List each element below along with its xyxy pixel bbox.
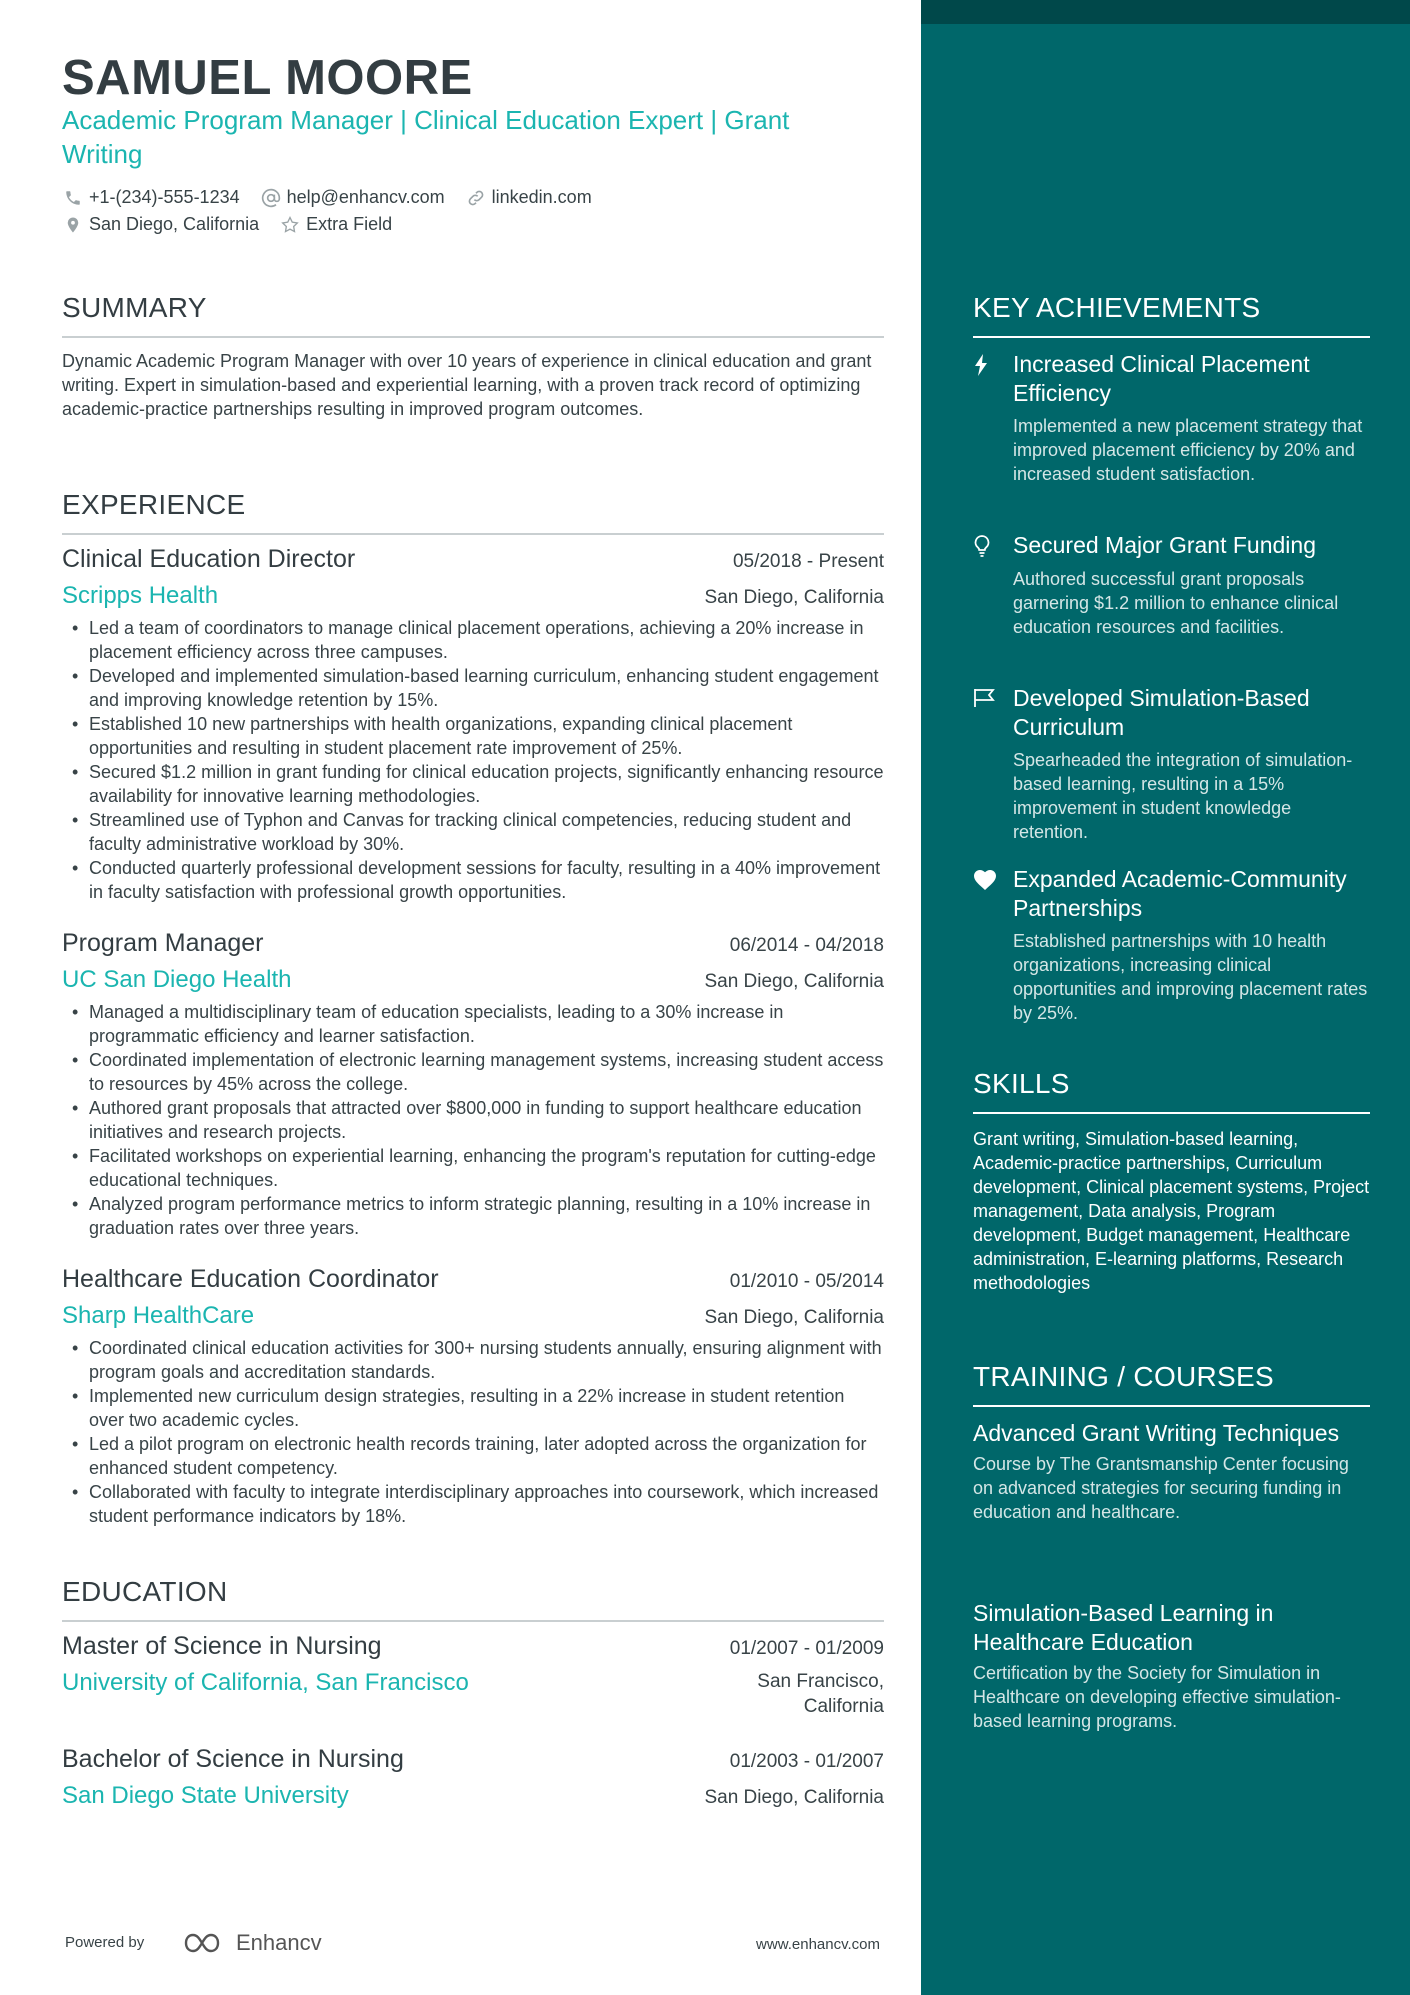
- job-date: 06/2014 - 04/2018: [729, 935, 884, 956]
- course-item: [973, 1599, 1370, 1733]
- enhancv-logo[interactable]: [182, 1930, 322, 1956]
- job-bullets: [62, 1336, 884, 1528]
- summary-text: Dynamic Academic Program Manager with over 10 years of experience in clinical education and grant writing. Expert in simulation-based and experiential learning, with a proven track record of optimizing academic-practice partnerships resulting in improved program outcomes.: [62, 351, 872, 419]
- degree: Master of Science in Nursing: [62, 1632, 382, 1660]
- phone-text: +1-(234)-555-1234: [89, 187, 240, 207]
- job-bullet: • Coordinated implementation of electronic learning management systems, increasing student access to resources by 45% across the college.: [62, 1048, 884, 1096]
- phone-contact[interactable]: [62, 187, 240, 209]
- star-icon: [279, 214, 301, 236]
- job-date: 05/2018 - Present: [732, 551, 884, 572]
- job-bullet: • Led a pilot program on electronic health records training, later adopted across the organization for enhanced student competency.: [62, 1432, 884, 1480]
- job-bullet: • Secured $1.2 million in grant funding for clinical education projects, significantly enhancing resource availability for innovative learning methodologies.: [62, 760, 884, 808]
- job-entry: [62, 1265, 884, 1528]
- extra-field: [279, 214, 392, 236]
- job-entry: [62, 929, 884, 1240]
- course-title: Advanced Grant Writing Techniques: [973, 1420, 1340, 1446]
- job-location: San Diego, California: [704, 587, 884, 608]
- at-icon: [260, 187, 282, 209]
- education-location-line: California: [803, 1696, 884, 1717]
- enhancv-logo-icon: [182, 1930, 230, 1956]
- course-title: Simulation-Based Learning in Healthcare Education: [973, 1600, 1274, 1655]
- achievement-desc: Authored successful grant proposals garnering $1.2 million to enhance clinical education resources and facilities.: [1013, 569, 1339, 637]
- contact-info: [62, 184, 884, 238]
- job-company[interactable]: Scripps Health: [62, 582, 219, 609]
- achievement-desc: Implemented a new placement strategy that improved placement efficiency by 20% and increased student satisfaction.: [1013, 416, 1363, 484]
- location-pin-icon: [62, 214, 84, 236]
- job-bullet: • Collaborated with faculty to integrate interdisciplinary approaches into coursework, which increased student performance indicators by 18%.: [62, 1480, 884, 1528]
- job-company[interactable]: UC San Diego Health: [62, 966, 292, 993]
- achievement-desc: Spearheaded the integration of simulation-based learning, resulting in a 15% improvement in student knowledge retention.: [1013, 750, 1353, 842]
- job-bullets: [62, 1000, 884, 1240]
- course-desc: Course by The Grantsmanship Center focusing on advanced strategies for securing funding in education and healthcare.: [973, 1454, 1349, 1522]
- job-bullet: • Facilitated workshops on experiential learning, enhancing the program's reputation for cutting-edge educational techniques.: [62, 1144, 884, 1192]
- achievement-item: [973, 865, 1370, 1025]
- link-icon: [465, 187, 487, 209]
- job-bullet: • Led a team of coordinators to manage clinical placement operations, achieving a 20% increase in placement efficiency across three campuses.: [62, 616, 884, 664]
- skills-text: Grant writing, Simulation-based learning, Academic-practice partnerships, Curriculum development, Clinical placement systems, Project management, Data analysis, Program development, Budget management, Healthcare administration, E-learning platforms, Research methodologies: [973, 1129, 1370, 1293]
- education-date: 01/2007 - 01/2009: [729, 1638, 884, 1659]
- flag-icon: [973, 684, 1013, 714]
- school[interactable]: San Diego State University: [62, 1782, 349, 1809]
- lightbulb-icon: [973, 531, 1013, 561]
- linkedin-text: linkedin.com: [491, 187, 592, 207]
- job-entry: [62, 545, 884, 904]
- job-location: San Diego, California: [704, 971, 884, 992]
- powered-by-label: Powered by: [65, 1934, 145, 1951]
- experience-heading: EXPERIENCE: [62, 489, 884, 535]
- footer: [62, 1930, 884, 1960]
- job-date: 01/2010 - 05/2014: [729, 1271, 884, 1292]
- education-date: 01/2003 - 01/2007: [729, 1751, 884, 1772]
- education-location: San Diego, California: [704, 1787, 884, 1808]
- skills-heading: SKILLS: [973, 1068, 1370, 1114]
- location-text: San Diego, California: [89, 214, 260, 234]
- enhancv-logo-text: Enhancv: [236, 1930, 322, 1955]
- achievement-item: [973, 531, 1370, 639]
- education-heading: EDUCATION: [62, 1576, 884, 1622]
- job-location: San Diego, California: [704, 1307, 884, 1328]
- achievement-title: Increased Clinical Placement Efficiency: [1013, 351, 1310, 406]
- school[interactable]: University of California, San Francisco: [62, 1669, 469, 1696]
- training-heading: TRAINING / COURSES: [973, 1361, 1370, 1407]
- course-desc: Certification by the Society for Simulation in Healthcare on developing effective simulation-based learning programs.: [973, 1663, 1341, 1731]
- email-contact[interactable]: [260, 187, 445, 209]
- headline: Academic Program Manager | Clinical Education Expert | Grant Writing: [62, 105, 790, 169]
- job-bullet: • Coordinated clinical education activities for 300+ nursing students annually, ensuring alignment with program goals and accreditation standards.: [62, 1336, 884, 1384]
- job-title: Healthcare Education Coordinator: [62, 1265, 439, 1293]
- extra-field-text: Extra Field: [306, 214, 393, 234]
- job-bullet: • Analyzed program performance metrics to inform strategic planning, resulting in a 10% increase in graduation rates over three years.: [62, 1192, 884, 1240]
- linkedin-contact[interactable]: [465, 187, 592, 209]
- achievements-heading: KEY ACHIEVEMENTS: [973, 292, 1370, 338]
- candidate-name: SAMUEL MOORE: [62, 51, 473, 105]
- job-bullet: • Developed and implemented simulation-based learning curriculum, enhancing student engagement and improving knowledge retention by 15%.: [62, 664, 884, 712]
- achievement-title: Developed Simulation-Based Curriculum: [1013, 685, 1310, 740]
- job-bullet: • Authored grant proposals that attracted over $800,000 in funding to support healthcare education initiatives and research projects.: [62, 1096, 884, 1144]
- achievement-title: Secured Major Grant Funding: [1013, 532, 1316, 558]
- education-entry: [62, 1745, 884, 1810]
- job-bullet: • Managed a multidisciplinary team of education specialists, leading to a 30% increase in programmatic efficiency and learner satisfaction.: [62, 1000, 884, 1048]
- course-item: [973, 1419, 1370, 1524]
- achievement-item: [973, 684, 1370, 844]
- achievement-item: [973, 350, 1370, 486]
- degree: Bachelor of Science in Nursing: [62, 1745, 404, 1773]
- sidebar-top-band: [921, 0, 1410, 24]
- job-title: Program Manager: [62, 929, 264, 957]
- job-bullet: • Established 10 new partnerships with health organizations, expanding clinical placement opportunities and resulting in student placement rate improvement of 25%.: [62, 712, 884, 760]
- sidebar: [921, 0, 1410, 1995]
- achievement-title: Expanded Academic-Community Partnerships: [1013, 866, 1347, 921]
- lightning-icon: [973, 350, 1013, 380]
- education-location: [757, 1669, 884, 1719]
- job-title: Clinical Education Director: [62, 545, 356, 573]
- job-company[interactable]: Sharp HealthCare: [62, 1302, 255, 1329]
- email-text: help@enhancv.com: [286, 187, 445, 207]
- job-bullet: • Conducted quarterly professional development sessions for faculty, resulting in a 40% improvement in faculty satisfaction with professional growth opportunities.: [62, 856, 884, 904]
- education-location-line: San Francisco,: [757, 1671, 884, 1692]
- job-bullets: [62, 616, 884, 904]
- achievement-desc: Established partnerships with 10 health organizations, increasing clinical opportunities and improving placement rates by 25%.: [1013, 931, 1368, 1023]
- phone-icon: [62, 187, 84, 209]
- heart-icon: [973, 865, 1013, 895]
- website-link[interactable]: www.enhancv.com: [756, 1936, 880, 1953]
- job-bullet: • Implemented new curriculum design strategies, resulting in a 22% increase in student retention over two academic cycles.: [62, 1384, 884, 1432]
- job-bullet: • Streamlined use of Typhon and Canvas for tracking clinical competencies, reducing student and faculty administrative workload by 30%.: [62, 808, 884, 856]
- education-entry: [62, 1632, 884, 1719]
- location-contact: [62, 214, 259, 236]
- summary-heading: SUMMARY: [62, 292, 884, 338]
